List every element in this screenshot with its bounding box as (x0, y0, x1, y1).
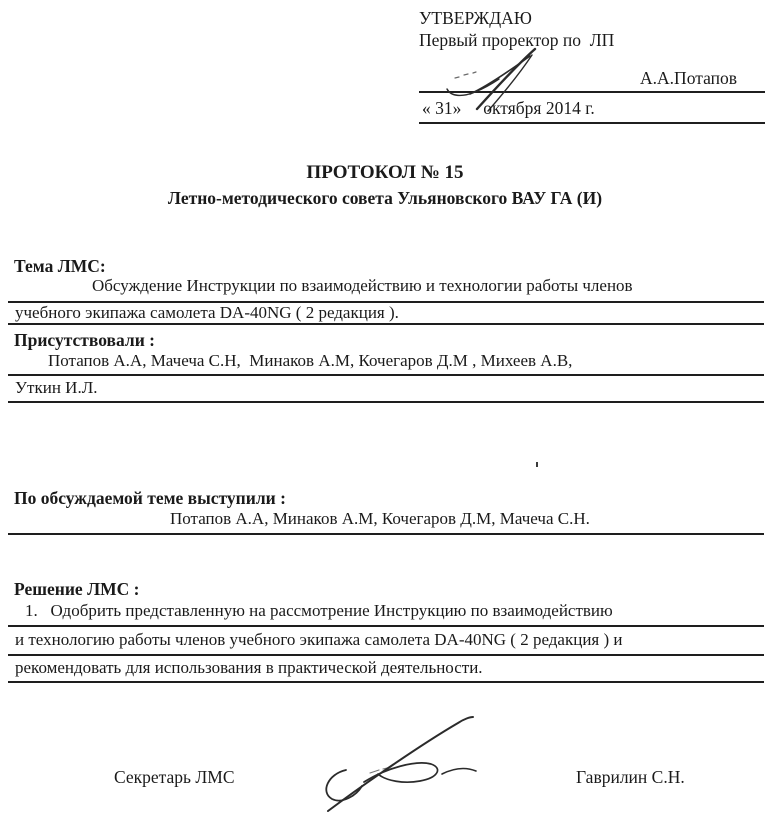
protocol-title: ПРОТОКОЛ № 15 (306, 162, 464, 183)
approval-signature-row (419, 51, 765, 93)
attendees-label: Присутствовали : (14, 330, 155, 350)
decision-label: Решение ЛМС : (14, 579, 140, 599)
approval-date: « 31» октября 2014 г. (422, 98, 595, 118)
speakers-line-1: Потапов А.А, Минаков А.М, Кочегаров Д.М, Мачеча С.Н. (8, 509, 764, 535)
approver-name: А.А.Потапов (640, 68, 737, 88)
decision-line-1: 1. Одобрить представленную на рассмотрение Инструкцию по взаимодействию (8, 601, 764, 627)
approver-position: Первый проректор по ЛП (419, 30, 615, 50)
decision-line-2: и технологию работы членов учебного экипажа самолета DA-40NG ( 2 редакция ) и (8, 630, 764, 656)
protocol-subtitle: Летно-методического совета Ульяновского ВАУ ГА (И) (167, 188, 603, 208)
approval-block (419, 7, 765, 124)
secretary-label: Секретарь ЛМС (114, 767, 235, 787)
scan-speck (536, 462, 538, 467)
speakers-label: По обсуждаемой теме выступили : (14, 488, 286, 508)
attendees-line-1: Потапов А.А, Мачеча С.Н, Минаков А.М, Кочегаров Д.М , Михеев А.В, (8, 351, 764, 376)
secretary-name: Гаврилин С.Н. (576, 767, 685, 787)
topic-line-1: Обсуждение Инструкции по взаимодействию и технологии работы членов (8, 276, 764, 303)
topic-line-2: учебного экипажа самолета DA-40NG ( 2 редакция ). (8, 303, 764, 325)
topic-label: Тема ЛМС: (14, 256, 106, 276)
attendees-line-2: Уткин И.Л. (8, 378, 764, 403)
approval-word: УТВЕРЖДАЮ (419, 8, 532, 28)
decision-line-3: рекомендовать для использования в практической деятельности. (8, 658, 764, 683)
document-title-block (0, 161, 770, 209)
secretary-signature-icon (312, 710, 492, 818)
approval-date-row (419, 93, 765, 124)
